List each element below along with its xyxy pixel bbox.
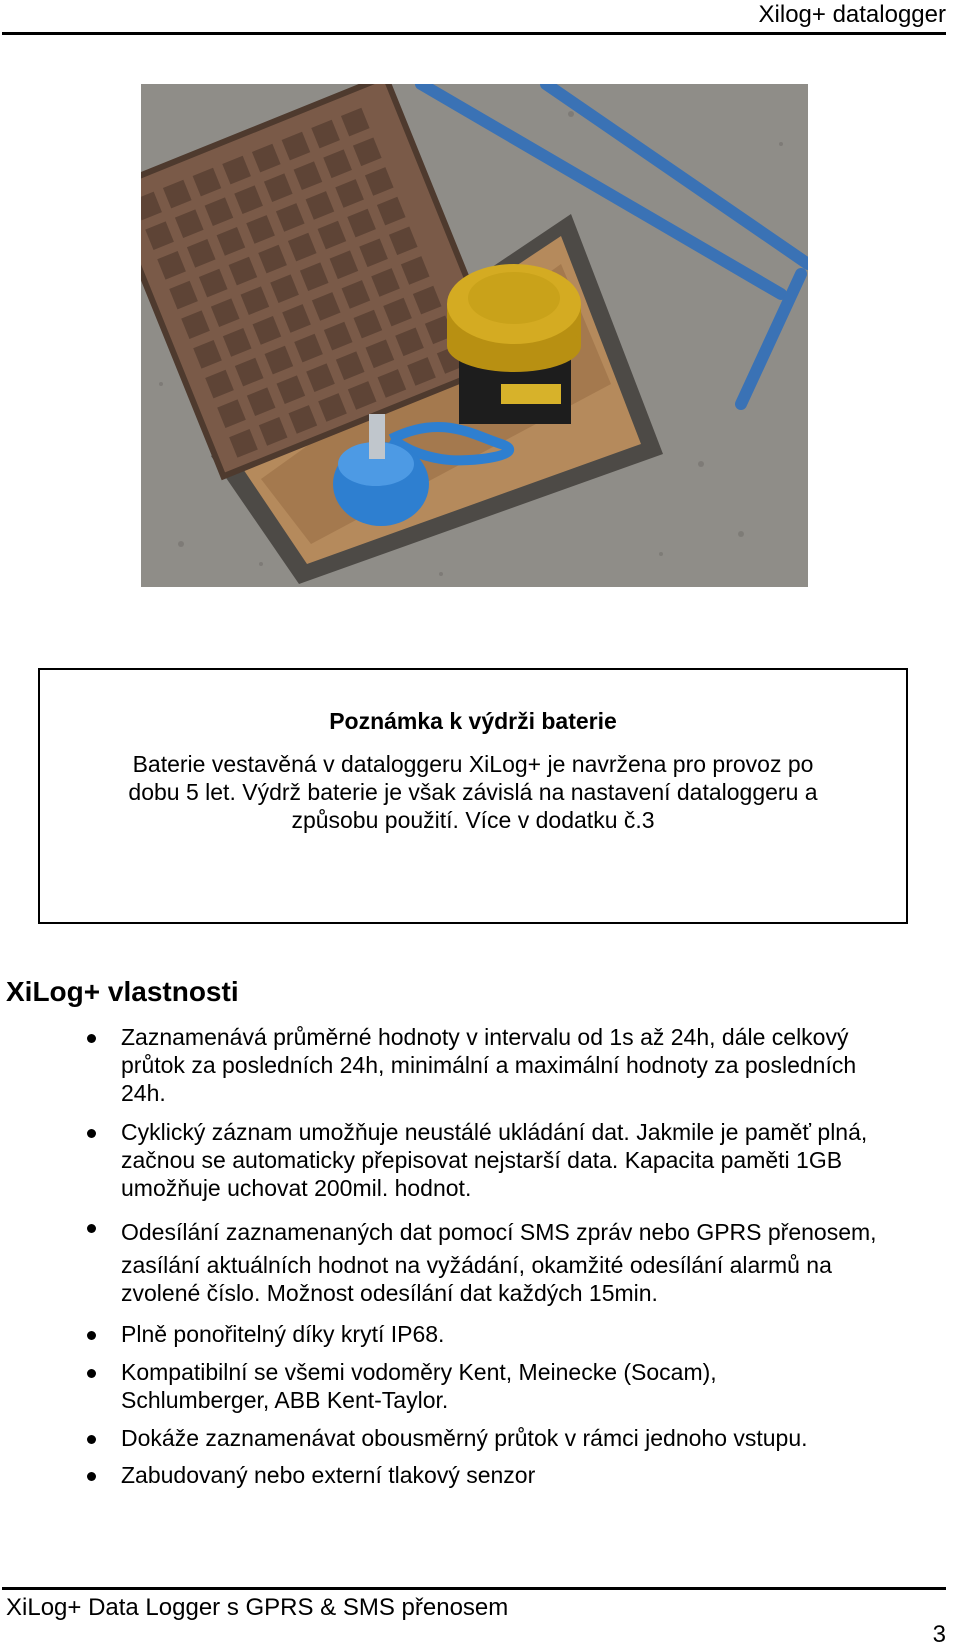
list-item-text [121,1213,951,1307]
list-item-text [121,1461,951,1489]
list-item-text [121,1424,951,1452]
list-item-line: Plně ponořitelný díky krytí IP68. [121,1321,445,1347]
list-item-line: zasílání aktuálních hodnot na vyžádání, okamžité odesílání alarmů na [121,1252,832,1278]
list-item-line: 24h. [121,1080,166,1106]
list-item-line: Odesílání zaznamenaných dat pomocí SMS zpráv nebo GPRS přenosem, [121,1219,877,1245]
bullet-icon [87,1435,96,1444]
bullet-icon [87,1331,96,1340]
list-item-text [121,1320,951,1348]
note-line: způsobu použití. Více v dodatku č.3 [291,807,655,833]
xilog-logger [447,264,581,424]
list-item-text [121,1118,951,1202]
note-title: Poznámka k výdrži baterie [329,708,617,734]
list-item-text [121,1358,951,1414]
list-item-line: Zaznamenává průměrné hodnoty v intervalu od 1s až 24h, dále celkový [121,1024,849,1050]
list-item-text [121,1023,951,1107]
list-item-line: průtok za posledních 24h, minimální a maximální hodnoty za posledních [121,1052,857,1078]
note-line: dobu 5 let. Výdrž baterie je však závislá na nastavení dataloggeru a [128,779,818,805]
battery-note-box [38,668,908,924]
bullet-icon [87,1369,96,1378]
list-item-line: Kompatibilní se všemi vodoměry Kent, Meinecke (Socam), [121,1359,717,1385]
page-number: 3 [932,1621,946,1648]
bullet-icon [87,1034,96,1043]
bullet-icon [87,1472,96,1481]
header-title: Xilog+ datalogger [758,1,946,28]
header-divider [2,32,946,35]
list-item-line: umožňuje uchovat 200mil. hodnot. [121,1175,472,1201]
list-item-line: zvolené číslo. Možnost odesílání dat každých 15min. [121,1280,658,1306]
list-item-line: Cyklický záznam umožňuje neustálé ukládání dat. Jakmile je paměť plná, [121,1119,868,1145]
footer-title: XiLog+ Data Logger s GPRS & SMS přenosem [6,1594,509,1621]
bullet-icon [87,1129,96,1138]
list-item-line: Zabudovaný nebo externí tlakový senzor [121,1462,536,1488]
list-item-line: Dokáže zaznamenávat obousměrný průtok v rámci jednoho vstupu. [121,1425,808,1451]
list-item-line: začnou se automaticky přepisovat nejstarší data. Kapacita paměti 1GB [121,1147,843,1173]
footer-divider [2,1587,946,1590]
datalogger-installation-photo [141,84,808,587]
note-line: Baterie vestavěná v dataloggeru XiLog+ je navržena pro provoz po [132,751,814,777]
note-text [82,750,864,834]
list-item-line: Schlumberger, ABB Kent-Taylor. [121,1387,449,1413]
bullet-icon [87,1224,96,1233]
section-heading: XiLog+ vlastnosti [6,976,239,1007]
